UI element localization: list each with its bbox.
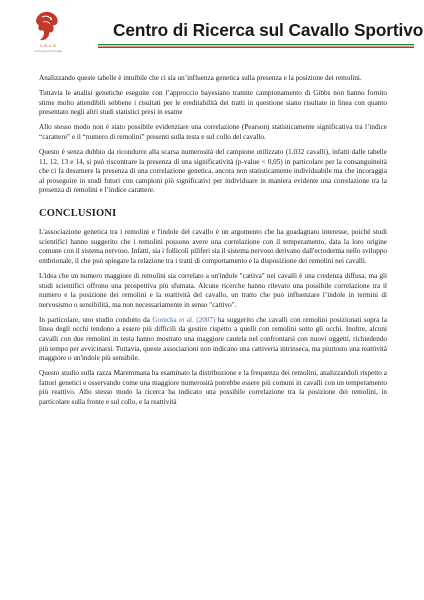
text-span: ha suggerito che cavalli con remolini posizionati sopra la linea degli occhi tendono a essere più difficili da gestire rispetto a quelli con remolini sotto gli occhi. Inoltre, alcuni cavalli con due remolini in testa hanno mostrato una maggiore cautela nel confrontarsi con nuovi oggetti, richiedendo più tempo per avvicinarsi. Tuttavia, queste associazioni non indicano una cattiveria intrinseca, ma piuttosto una reattività maggiore o un'indole più sensibile. xyxy=(39,315,387,363)
logo-subtext: Università di Perugia xyxy=(34,49,62,53)
page-title: Centro di Ricerca sul Cavallo Sportivo xyxy=(113,20,424,40)
page-header xyxy=(0,0,424,62)
paragraph: L'idea che un numero maggiore di remolini sia correlato a un'indole "cattiva" nei cavalli è una credenza diffusa, ma gli studi scientifici offrono una prospettiva più sfumata. Alcune ricerche hanno rilevato una possibile correlazione tra il numero e la posizione dei remolini e la reattività del cavallo, un tratto che può influenzare l’indole in termini di nervosismo o sensibilità, ma non necessariamente in senso "cattivo". xyxy=(39,271,387,309)
paragraph: Analizzando queste tabelle è intuibile che ci sia un’influenza genetica sulla presenza e la posizione dei remolini. xyxy=(39,74,362,82)
paragraph: Questo è senza dubbio da ricondurre alla scarsa numerosità del campione utilizzato (1.032 cavalli), infatti dalle tabelle 11, 12, 13 e 14, si può riscontrare la presenza di una significatività (p-value < 0,05) in particolare per la consanguineità che ci fa desumere la presenza di una correlazione genetica, ancora non statisticamente individuabile ma che incoraggia al proseguire in studi futuri con campioni più significativi per individuare in maniera evidente una correlazione tra la presenza di remolini e l’indice carattere. xyxy=(39,148,387,195)
paragraph: Questo studio sulla razza Maremmana ha esaminato la distribuzione e la frequenza dei remolini, analizzandoli rispetto a fattori genetici e osservando come una maggiore numerosità potrebbe essere più comuni in cavalli con un temperamento più reattivo. Allo stesso modo la ricerca ha indicato una possibile correlazione tra la posizione dei remolini, in particolare sulla fronte e sul collo, e la reattività xyxy=(39,369,387,407)
document-body xyxy=(39,74,387,413)
text-span: In particolare, uno studio condotto da xyxy=(39,315,153,324)
paragraph xyxy=(39,316,387,364)
citation-link[interactable]: Gorecka et al. (2007) xyxy=(152,315,216,324)
paragraph: L'associazione genetica tra i remolini e l'indole del cavallo è un argomento che ha guadagnato interesse, poiché studi scientifici hanno suggerito che i remolini possono avere una correlazione con il temperamento, data la loro origine comune con il sistema nervoso. Infatti, sia i follicoli piliferi sia il sistema nervoso derivano dall'ectoderma nello sviluppo embrionale, il che può spiegare la relazione tra i tratti di comportamento e la disposizione dei remolini nei cavalli. xyxy=(39,228,388,265)
paragraph: Allo stesso modo non è stato possibile evidenziare una correlazione (Pearson) statisticamente significativa tra l’indice “carattere” e il “numero di remolini” presenti sulla testa e sul collo del cavallo. xyxy=(39,123,387,141)
tricolor-line xyxy=(98,44,414,48)
paragraph: Tuttavia le analisi genetiche eseguite con l’approccio bayesiano tramite campionamento di Gibbs non hanno fornito stime molto attendibili sebbene i risultati per le ereditabilità dei tratti in questione siano risultate in linea con quanto presentato negli altri studi statistici presi in esame xyxy=(39,89,387,117)
logo-text: C.R.C.S xyxy=(39,43,57,48)
section-heading: CONCLUSIONI xyxy=(39,208,117,220)
